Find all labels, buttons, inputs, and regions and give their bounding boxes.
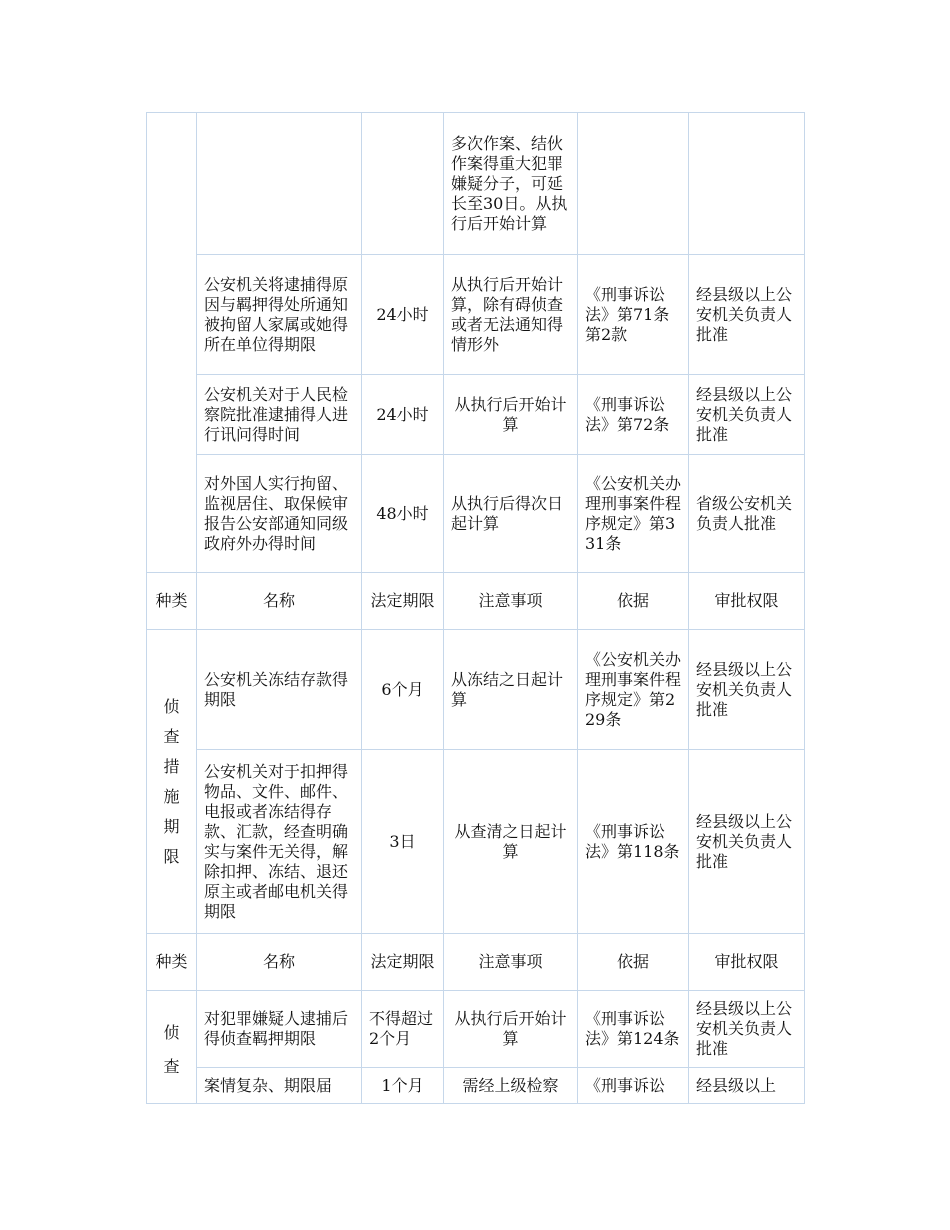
basis-cell: 《公安机关办理刑事案件程序规定》第229条 bbox=[578, 630, 689, 750]
note-cell: 需经上级检察 bbox=[444, 1068, 578, 1104]
approve-cell: 省级公安机关负责人批准 bbox=[689, 455, 805, 573]
header-basis: 依据 bbox=[578, 934, 689, 991]
limit-cell: 24小时 bbox=[362, 255, 444, 375]
basis-cell bbox=[578, 113, 689, 255]
header-type: 种类 bbox=[147, 934, 197, 991]
limit-cell: 3日 bbox=[362, 750, 444, 934]
category-cell: 侦 查 措 施 期 限 bbox=[147, 630, 197, 934]
header-name: 名称 bbox=[197, 573, 362, 630]
category-cell-empty bbox=[147, 113, 197, 573]
name-cell: 公安机关将逮捕得原因与羁押得处所通知被拘留人家属或她得所在单位得期限 bbox=[197, 255, 362, 375]
limit-cell: 24小时 bbox=[362, 375, 444, 455]
name-cell bbox=[197, 113, 362, 255]
limit-cell bbox=[362, 113, 444, 255]
limit-cell: 48小时 bbox=[362, 455, 444, 573]
name-cell: 案情复杂、期限届 bbox=[197, 1068, 362, 1104]
header-approve: 审批权限 bbox=[689, 573, 805, 630]
approve-cell: 经县级以上公安机关负责人批准 bbox=[689, 630, 805, 750]
basis-cell: 《刑事诉讼 bbox=[578, 1068, 689, 1104]
approve-cell: 经县级以上公安机关负责人批准 bbox=[689, 255, 805, 375]
header-row bbox=[147, 934, 805, 991]
name-cell: 公安机关对于人民检察院批准逮捕得人进行讯问得时间 bbox=[197, 375, 362, 455]
approve-cell bbox=[689, 113, 805, 255]
basis-cell: 《公安机关办理刑事案件程序规定》第331条 bbox=[578, 455, 689, 573]
note-cell: 从执行后得次日起计算 bbox=[444, 455, 578, 573]
name-cell: 对外国人实行拘留、监视居住、取保候审报告公安部通知同级政府外办得时间 bbox=[197, 455, 362, 573]
note-cell: 从执行后开始计算 bbox=[444, 991, 578, 1068]
header-basis: 依据 bbox=[578, 573, 689, 630]
approve-cell: 经县级以上公安机关负责人批准 bbox=[689, 991, 805, 1068]
category-cell: 侦 查 bbox=[147, 991, 197, 1104]
header-limit: 法定期限 bbox=[362, 573, 444, 630]
header-type: 种类 bbox=[147, 573, 197, 630]
limit-cell: 不得超过2个月 bbox=[362, 991, 444, 1068]
header-note: 注意事项 bbox=[444, 934, 578, 991]
note-cell: 从执行后开始计算，除有碍侦查或者无法通知得情形外 bbox=[444, 255, 578, 375]
note-cell: 从冻结之日起计算 bbox=[444, 630, 578, 750]
approve-cell: 经县级以上公安机关负责人批准 bbox=[689, 375, 805, 455]
basis-cell: 《刑事诉讼法》第118条 bbox=[578, 750, 689, 934]
time-limit-table bbox=[146, 112, 805, 1104]
header-limit: 法定期限 bbox=[362, 934, 444, 991]
note-cell: 从执行后开始计算 bbox=[444, 375, 578, 455]
basis-cell: 《刑事诉讼法》第71条第2款 bbox=[578, 255, 689, 375]
approve-cell: 经县级以上 bbox=[689, 1068, 805, 1104]
table-row bbox=[147, 375, 805, 455]
note-cell: 多次作案、结伙作案得重大犯罪嫌疑分子，可延长至30日。从执行后开始计算 bbox=[444, 113, 578, 255]
header-name: 名称 bbox=[197, 934, 362, 991]
table-row bbox=[147, 1068, 805, 1104]
name-cell: 公安机关冻结存款得期限 bbox=[197, 630, 362, 750]
table-row bbox=[147, 113, 805, 255]
limit-cell: 1个月 bbox=[362, 1068, 444, 1104]
table-row bbox=[147, 991, 805, 1068]
limit-cell: 6个月 bbox=[362, 630, 444, 750]
basis-cell: 《刑事诉讼法》第72条 bbox=[578, 375, 689, 455]
header-note: 注意事项 bbox=[444, 573, 578, 630]
table-row bbox=[147, 630, 805, 750]
table-row bbox=[147, 255, 805, 375]
note-cell: 从查清之日起计算 bbox=[444, 750, 578, 934]
name-cell: 对犯罪嫌疑人逮捕后得侦查羁押期限 bbox=[197, 991, 362, 1068]
name-cell: 公安机关对于扣押得物品、文件、邮件、电报或者冻结得存款、汇款，经查明确实与案件无关得，解除扣押、冻结、退还原主或者邮电机关得期限 bbox=[197, 750, 362, 934]
approve-cell: 经县级以上公安机关负责人批准 bbox=[689, 750, 805, 934]
table-row bbox=[147, 455, 805, 573]
basis-cell: 《刑事诉讼法》第124条 bbox=[578, 991, 689, 1068]
header-row bbox=[147, 573, 805, 630]
table-row bbox=[147, 750, 805, 934]
header-approve: 审批权限 bbox=[689, 934, 805, 991]
